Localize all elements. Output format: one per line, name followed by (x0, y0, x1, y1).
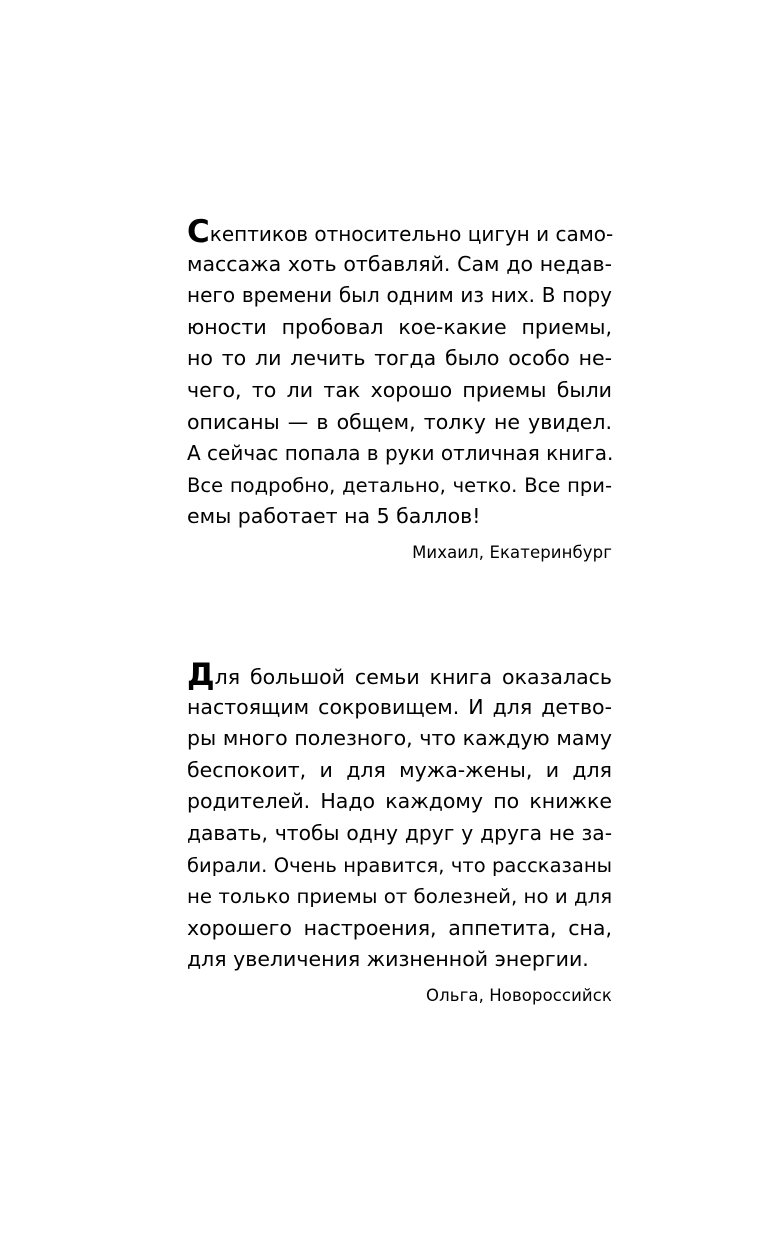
drop-cap: Д (187, 657, 215, 693)
review-line: массажа хоть отбавляй. Сам до недав- (187, 251, 612, 276)
review-line: А сейчас попала в руки отличная книга. (187, 441, 614, 466)
review-line: для увеличения жизненной энергии. (187, 947, 589, 972)
review-line: беспокоит, и для мужа-жены, и для (187, 757, 612, 782)
review-line: Для большой семьи книга оказалась (187, 657, 612, 693)
review-line: чего, то ли так хорошо приемы были (187, 377, 612, 402)
review-line: давать, чтобы одну друг у друга не за- (187, 820, 612, 845)
review-line: него времени был одним из них. В пору (187, 283, 612, 308)
review-line: но то ли лечить тогда было особо не- (187, 346, 612, 371)
review-line: Скептиков относительно цигун и само- (187, 214, 614, 250)
review-line: описаны — в общем, толку не увидел. (187, 409, 612, 434)
review-author: Ольга, Новороссийск (426, 985, 612, 1005)
review-line: настоящим сокровищем. И для детво- (187, 694, 612, 719)
review-line: ры много полезного, что каждую маму (187, 726, 612, 751)
review-line: юности пробовал кое-какие приемы, (187, 314, 612, 339)
review-line: бирали. Очень нравится, что рассказаны (187, 853, 612, 877)
review-author: Михаил, Екатеринбург (412, 542, 612, 562)
review-olga (187, 657, 613, 1006)
review-line: Все подробно, детально, четко. Все при- (187, 473, 612, 497)
review-line: хорошего настроения, аппетита, сна, (187, 915, 612, 940)
review-mikhail (187, 214, 614, 563)
review-line: не только приемы от болезней, но и для (187, 885, 613, 909)
drop-cap: С (187, 214, 210, 250)
review-line: емы работает на 5 баллов! (187, 504, 481, 529)
review-line: родителей. Надо каждому по книжке (187, 789, 612, 814)
